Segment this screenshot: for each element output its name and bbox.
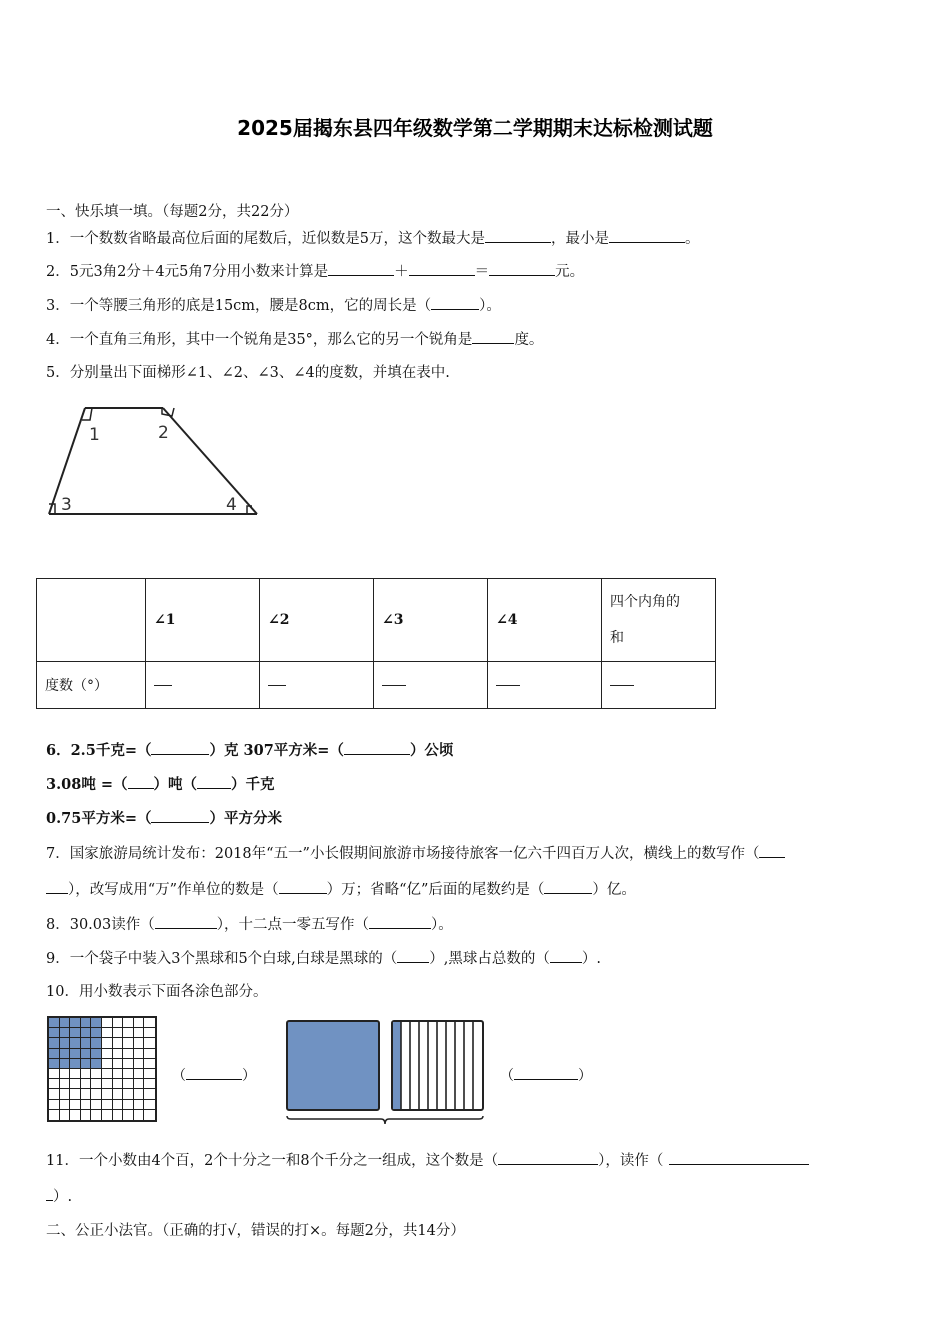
grid-cell: [134, 1089, 145, 1099]
question-8: [46, 914, 453, 935]
q6-text-c: ）公顷: [409, 742, 454, 759]
grid-cell: [102, 1100, 113, 1110]
grid-cell: [70, 1028, 81, 1038]
grid-cell: [49, 1028, 60, 1038]
question-1: [46, 228, 699, 249]
grid-cell: [91, 1110, 102, 1120]
grid-cell: [102, 1059, 113, 1069]
q9-text-c: ）.: [581, 951, 602, 967]
q6-blank-hectares[interactable]: [344, 740, 410, 755]
grid-cell: [81, 1028, 92, 1038]
grid-cell: [113, 1100, 124, 1110]
grid-cell: [81, 1100, 92, 1110]
grid-cell: [49, 1059, 60, 1069]
grid-cell: [123, 1079, 134, 1089]
grid-cell: [144, 1049, 155, 1059]
grid-cell: [49, 1110, 60, 1120]
q11-blank-reading-end[interactable]: [46, 1186, 53, 1201]
question-11-line-2: [46, 1186, 72, 1207]
grid-cell: [81, 1038, 92, 1048]
grid-cell: [49, 1079, 60, 1089]
q8-text-a: 8．30.03读作（: [46, 917, 155, 933]
grid-cell: [113, 1069, 124, 1079]
q7-text-a: ），改写成用“万”作单位的数是（: [68, 882, 279, 898]
paren-open: （: [500, 1068, 514, 1084]
grid-cell: [49, 1038, 60, 1048]
angle-table: [36, 578, 716, 709]
grid-cell: [49, 1089, 60, 1099]
q11-blank-reading[interactable]: [669, 1150, 809, 1165]
grid-cell: [134, 1049, 145, 1059]
q1-text-a: 1．一个数数省略最高位后面的尾数后，近似数是5万，这个数最大是: [46, 231, 485, 247]
q7-blank-yi[interactable]: [544, 879, 592, 894]
grid-cell: [91, 1069, 102, 1079]
grid-cell: [123, 1069, 134, 1079]
question-10: 10．用小数表示下面各涂色部分。: [46, 984, 268, 1000]
question-7-line-2: [46, 879, 636, 900]
question-9: [46, 948, 601, 969]
question-5: 5．分别量出下面梯形∠1、∠2、∠3、∠4的度数，并填在表中.: [46, 365, 450, 381]
header-label: ∠2: [268, 612, 290, 628]
grid-cell: [60, 1079, 71, 1089]
grid-cell: [60, 1049, 71, 1059]
q8-blank-write[interactable]: [369, 914, 431, 929]
paren-open: （: [172, 1068, 186, 1084]
cell-angle-4[interactable]: [488, 662, 602, 709]
grid-cell: [81, 1110, 92, 1120]
question-7-line-1: [46, 843, 785, 864]
grid-cell: [81, 1059, 92, 1069]
table-row: [37, 662, 716, 709]
grid-cell: [91, 1100, 102, 1110]
q10-answer-left: [172, 1065, 256, 1085]
q3-text-a: 3．一个等腰三角形的底是15cm，腰是8cm，它的周长是（: [46, 298, 432, 314]
grid-cell: [91, 1059, 102, 1069]
q4-text-b: 度。: [514, 332, 544, 348]
grid-cell: [123, 1018, 134, 1028]
table-header-row: [37, 579, 716, 662]
q2-blank-2[interactable]: [409, 261, 475, 276]
q4-text-a: 4．一个直角三角形，其中一个锐角是35°，那么它的另一个锐角是: [46, 332, 473, 348]
grid-cell: [91, 1028, 102, 1038]
tenths-square: [392, 1021, 483, 1110]
grid-cell: [113, 1038, 124, 1048]
question-11-line-1: [46, 1150, 809, 1171]
trapezoid-figure: [44, 400, 264, 520]
grid-cell: [134, 1069, 145, 1079]
table-header-empty: [37, 579, 146, 662]
q10-blank-right[interactable]: [514, 1065, 578, 1080]
q9-blank-2[interactable]: [550, 948, 582, 963]
q1-text-b: ，最小是: [550, 231, 609, 247]
table-header-sum: [602, 579, 716, 662]
grid-cell: [144, 1110, 155, 1120]
grid-cell: [70, 1110, 81, 1120]
q7-text-b: ）万；省略“亿”后面的尾数约是（: [326, 882, 545, 898]
grid-cell: [144, 1100, 155, 1110]
q6-line3-a: 0.75平方米=（: [46, 810, 152, 827]
grid-cell: [144, 1038, 155, 1048]
whole-square-shaded: [287, 1021, 379, 1110]
q2-equals: ＝: [474, 264, 490, 280]
q6-text-b: ）克 307平方米=（: [209, 742, 344, 759]
grid-cell: [81, 1079, 92, 1089]
cell-angle-sum[interactable]: [602, 662, 716, 709]
q6-blank-tons[interactable]: [128, 774, 154, 789]
q11-blank-number[interactable]: [498, 1150, 598, 1165]
page-title: 2025届揭东县四年级数学第二学期期末达标检测试题: [237, 116, 713, 140]
q6-blank-dm2[interactable]: [151, 808, 209, 823]
grid-cell: [102, 1089, 113, 1099]
q2-unit: 元。: [555, 264, 585, 280]
grid-cell: [123, 1110, 134, 1120]
grid-cell: [123, 1028, 134, 1038]
q2-blank-3[interactable]: [489, 261, 555, 276]
grid-cell: [60, 1100, 71, 1110]
header-sum-line1: 四个内角的: [610, 594, 680, 610]
whole-and-tenths-figure: [283, 1018, 491, 1128]
q6-blank-kg[interactable]: [197, 774, 231, 789]
grid-cell: [70, 1049, 81, 1059]
grid-cell: [81, 1069, 92, 1079]
angle-label-3: 3: [61, 495, 72, 515]
q9-blank-1[interactable]: [397, 948, 429, 963]
grid-cell: [60, 1018, 71, 1028]
cell-angle-1[interactable]: [146, 662, 260, 709]
answer-blank[interactable]: [610, 685, 634, 686]
grid-cell: [91, 1089, 102, 1099]
q3-blank[interactable]: [431, 295, 479, 310]
grid-cell: [134, 1079, 145, 1089]
grid-cell: [81, 1049, 92, 1059]
grid-cell: [60, 1069, 71, 1079]
grid-cell: [60, 1110, 71, 1120]
q2-blank-1[interactable]: [328, 261, 394, 276]
q7-blank-written-start[interactable]: [759, 843, 785, 858]
angle-label-2: 2: [158, 423, 169, 443]
grid-cell: [113, 1110, 124, 1120]
grid-cell: [102, 1079, 113, 1089]
brace-icon: [287, 1116, 483, 1124]
grid-cell: [49, 1069, 60, 1079]
grid-cell: [70, 1038, 81, 1048]
grid-cell: [134, 1110, 145, 1120]
header-label: ∠4: [496, 612, 518, 628]
q10-blank-left[interactable]: [186, 1065, 242, 1080]
q6-blank-grams[interactable]: [151, 740, 209, 755]
grid-cell: [91, 1079, 102, 1089]
grid-cell: [70, 1069, 81, 1079]
grid-cell: [70, 1100, 81, 1110]
grid-cell: [49, 1018, 60, 1028]
grid-cell: [81, 1018, 92, 1028]
grid-cell: [144, 1059, 155, 1069]
q6-text-a: 6．2.5千克=（: [46, 742, 152, 759]
q2-text-a: 2．5元3角2分＋4元5角7分用小数来计算是: [46, 264, 329, 280]
grid-cell: [102, 1028, 113, 1038]
header-label: ∠3: [382, 612, 404, 628]
grid-cell: [102, 1110, 113, 1120]
question-2: [46, 261, 584, 282]
grid-cell: [123, 1089, 134, 1099]
angle-label-1: 1: [89, 425, 100, 445]
question-6-line-2: [46, 774, 275, 795]
header-sum-line2: 和: [610, 630, 624, 646]
table-header-angle-4: [488, 579, 602, 662]
q7-blank-wan[interactable]: [279, 879, 327, 894]
section1-heading: 一、快乐填一填。（每题2分，共22分）: [46, 204, 299, 220]
q4-blank[interactable]: [472, 329, 514, 344]
paren-close: ）: [578, 1068, 592, 1084]
q10-answer-right: [500, 1065, 592, 1085]
cell-angle-2[interactable]: [260, 662, 374, 709]
table-header-angle-1: [146, 579, 260, 662]
grid-cell: [91, 1038, 102, 1048]
grid-cell: [144, 1069, 155, 1079]
q8-text-c: ）。: [431, 917, 453, 933]
grid-cell: [91, 1049, 102, 1059]
grid-cell: [102, 1069, 113, 1079]
grid-cell: [70, 1079, 81, 1089]
grid-cell: [49, 1100, 60, 1110]
grid-cell: [113, 1028, 124, 1038]
question-6-line-3: [46, 808, 282, 829]
q3-text-b: ）。: [479, 298, 501, 314]
header-label: ∠1: [154, 612, 176, 628]
table-header-angle-3: [374, 579, 488, 662]
q11-text-end: ）.: [53, 1189, 73, 1205]
grid-cell: [81, 1089, 92, 1099]
q11-text-a: 11．一个小数由4个百，2个十分之一和8个千分之一组成，这个数是（: [46, 1153, 499, 1169]
q8-blank-read[interactable]: [155, 914, 217, 929]
grid-cell: [60, 1089, 71, 1099]
q1-text-c: 。: [684, 231, 700, 247]
answer-blank[interactable]: [154, 685, 172, 686]
q6-line2-c: ）千克: [231, 776, 275, 793]
paren-close: ）: [242, 1068, 256, 1084]
grid-cell: [70, 1059, 81, 1069]
question-3: [46, 295, 501, 316]
grid-cell: [144, 1028, 155, 1038]
q7-text-c: ）亿。: [592, 882, 636, 898]
grid-cell: [134, 1059, 145, 1069]
grid-cell: [102, 1049, 113, 1059]
grid-cell: [60, 1059, 71, 1069]
q7-blank-written-end[interactable]: [46, 879, 68, 894]
grid-cell: [123, 1100, 134, 1110]
q7-text: 7．国家旅游局统计发布：2018年“五一”小长假期间旅游市场接待旅客一亿六千四百万人次，横线上的数写作（: [46, 846, 760, 862]
grid-cell: [123, 1059, 134, 1069]
grid-cell: [134, 1100, 145, 1110]
grid-cell: [144, 1018, 155, 1028]
grid-cell: [102, 1018, 113, 1028]
grid-cell: [134, 1028, 145, 1038]
cell-angle-3[interactable]: [374, 662, 488, 709]
grid-cell: [102, 1038, 113, 1048]
answer-blank[interactable]: [496, 685, 520, 686]
row-label: 度数（°）: [37, 662, 146, 709]
q6-line2-a: 3.08吨 =（: [46, 776, 128, 793]
section2-heading: 二、公正小法官。（正确的打√，错误的打×。每题2分，共14分）: [46, 1223, 465, 1239]
q6-line3-b: ）平方分米: [209, 810, 282, 827]
grid-cell: [60, 1028, 71, 1038]
grid-cell: [134, 1018, 145, 1028]
grid-cell: [91, 1018, 102, 1028]
q2-plus: ＋: [394, 264, 409, 280]
question-6-line-1: [46, 740, 453, 761]
question-4: [46, 329, 543, 350]
answer-blank[interactable]: [382, 685, 406, 686]
grid-cell: [123, 1049, 134, 1059]
grid-cell: [60, 1038, 71, 1048]
q6-line2-b: ）吨（: [153, 776, 198, 793]
grid-cell: [49, 1049, 60, 1059]
grid-cell: [144, 1079, 155, 1089]
angle-label-4: 4: [226, 495, 237, 515]
grid-cell: [113, 1018, 124, 1028]
grid-cell: [113, 1089, 124, 1099]
grid-cell: [113, 1059, 124, 1069]
grid-cell: [113, 1079, 124, 1089]
grid-cell: [123, 1038, 134, 1048]
q9-text-a: 9．一个袋子中装入3个黑球和5个白球,白球是黑球的（: [46, 951, 398, 967]
q8-text-b: ），十二点一零五写作（: [216, 917, 369, 933]
grid-cell: [134, 1038, 145, 1048]
q1-blank-min[interactable]: [609, 228, 685, 243]
q1-blank-max[interactable]: [485, 228, 551, 243]
grid-cell: [144, 1089, 155, 1099]
hundred-grid-figure: [47, 1016, 157, 1122]
grid-cell: [113, 1049, 124, 1059]
table-header-angle-2: [260, 579, 374, 662]
answer-blank[interactable]: [268, 685, 286, 686]
q9-text-b: ）,黑球占总数的（: [429, 951, 550, 967]
q11-text-b: ），读作（: [598, 1153, 664, 1169]
grid-cell: [70, 1018, 81, 1028]
grid-cell: [70, 1089, 81, 1099]
